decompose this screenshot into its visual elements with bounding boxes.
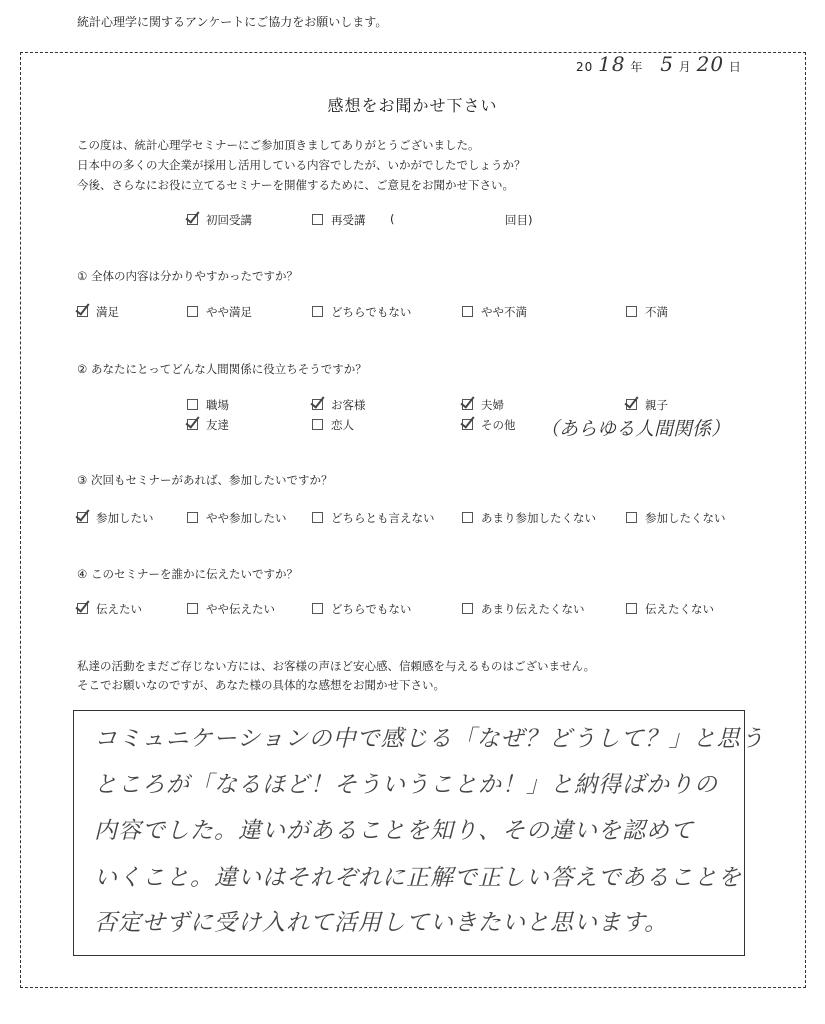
checkbox-checked-icon [626,399,637,410]
q1-option[interactable]: 満足 [77,304,119,320]
checkbox-checked-icon [462,419,473,430]
q1-option[interactable]: やや不満 [462,304,527,320]
q2-option[interactable]: 恋人 [312,417,354,433]
checkbox-icon [626,512,637,523]
question-4-label: ④ このセミナーを誰かに伝えたいですか？ [77,567,298,581]
greeting-line: この度は、統計心理学セミナーにご参加頂きましてありがとうございました。 [77,138,480,152]
checkbox-icon [187,603,198,614]
comment-line: コミュニケーションの中で感じる「なぜ？どうして？」と思う [94,726,765,752]
q2-option[interactable]: 親子 [626,397,668,413]
closing-line: そこでお願いなのですが、あなた様の具体的な感想をお聞かせ下さい。 [77,678,445,692]
closing-line: 私達の活動をまだご存じない方には、お客様の声ほど安心感、信頼感を与えるものはございません。 [77,659,596,673]
question-2-label: ② あなたにとってどんな人間関係に役立ちそうですか？ [77,362,367,376]
q3-option[interactable]: あまり参加したくない [462,510,596,526]
q2-option[interactable]: 職場 [187,397,229,413]
attendance-first[interactable]: 初回受講 [187,212,252,228]
date-month: 5 [660,52,674,76]
date-year-unit: 年 [630,60,644,74]
comment-line: 否定せずに受け入れて活用していきたいと思います。 [94,910,669,936]
q4-option[interactable]: 伝えたい [77,601,142,617]
date-day: 20 [696,52,725,76]
checkbox-icon [312,419,323,430]
q2-option[interactable]: 夫婦 [462,397,504,413]
checkbox-icon [626,306,637,317]
date-prefix: 20 [576,60,594,74]
checkbox-checked-icon [77,306,88,317]
question-1-label: ① 全体の内容は分かりやすかったですか？ [77,269,298,283]
checkbox-icon [187,306,198,317]
checkbox-icon [187,512,198,523]
q1-option[interactable]: 不満 [626,304,668,320]
q2-option[interactable]: 友達 [187,417,229,433]
checkbox-checked-icon [187,214,198,225]
q4-option[interactable]: どちらでもない [312,601,411,617]
checkbox-checked-icon [77,512,88,523]
checkbox-icon [187,399,198,410]
attendance-repeat[interactable]: 再受講 [312,212,366,228]
greeting-line: 今後、さらなにお役に立てるセミナーを開催するために、ご意見をお聞かせ下さい。 [77,178,514,192]
q1-option[interactable]: やや満足 [187,304,252,320]
comment-line: 内容でした。違いがあることを知り、その違いを認めて [94,818,694,844]
checkbox-icon [312,214,323,225]
checkbox-icon [312,306,323,317]
checkbox-checked-icon [312,399,323,410]
date-day-unit: 日 [728,60,742,74]
checkbox-icon [462,306,473,317]
page-title: 感想をお聞かせ下さい [327,96,498,115]
q4-option[interactable]: あまり伝えたくない [462,601,585,617]
q1-option[interactable]: どちらでもない [312,304,411,320]
checkbox-checked-icon [462,399,473,410]
comment-line: ところが「なるほど！そういうことか！」と納得ばかりの [94,772,718,798]
attendance-paren-open: ( [390,212,395,226]
q3-option[interactable]: やや参加したい [187,510,287,526]
survey-intro: 統計心理学に関するアンケートにご協力をお願いします。 [77,15,388,29]
checkbox-icon [312,603,323,614]
q4-option[interactable]: やや伝えたい [187,601,275,617]
checkbox-checked-icon [187,419,198,430]
q2-option[interactable]: その他 [462,417,516,433]
greeting-line: 日本中の多くの大企業が採用し活用している内容でしたが、いかがでしたでしょうか？ [77,158,526,172]
checkbox-icon [462,512,473,523]
checkbox-icon [626,603,637,614]
q4-option[interactable]: 伝えたくない [626,601,714,617]
q3-option[interactable]: 参加したい [77,510,154,526]
checkbox-checked-icon [77,603,88,614]
checkbox-icon [312,512,323,523]
q3-option[interactable]: 参加したくない [626,510,726,526]
date-month-unit: 月 [678,60,692,74]
q2-option[interactable]: お客様 [312,397,366,413]
question-3-label: ③ 次回もセミナーがあれば、参加したいですか？ [77,473,333,487]
comment-line: いくこと。違いはそれぞれに正解で正しい答えであることを [94,865,742,891]
checkbox-icon [462,603,473,614]
q3-option[interactable]: どちらとも言えない [312,510,435,526]
date-year: 18 [598,52,626,76]
date-field[interactable] [576,52,742,76]
attendance-times-label: 回目) [505,213,533,227]
q2-other-handwritten-note[interactable]: （あらゆる人間関係） [540,418,731,440]
